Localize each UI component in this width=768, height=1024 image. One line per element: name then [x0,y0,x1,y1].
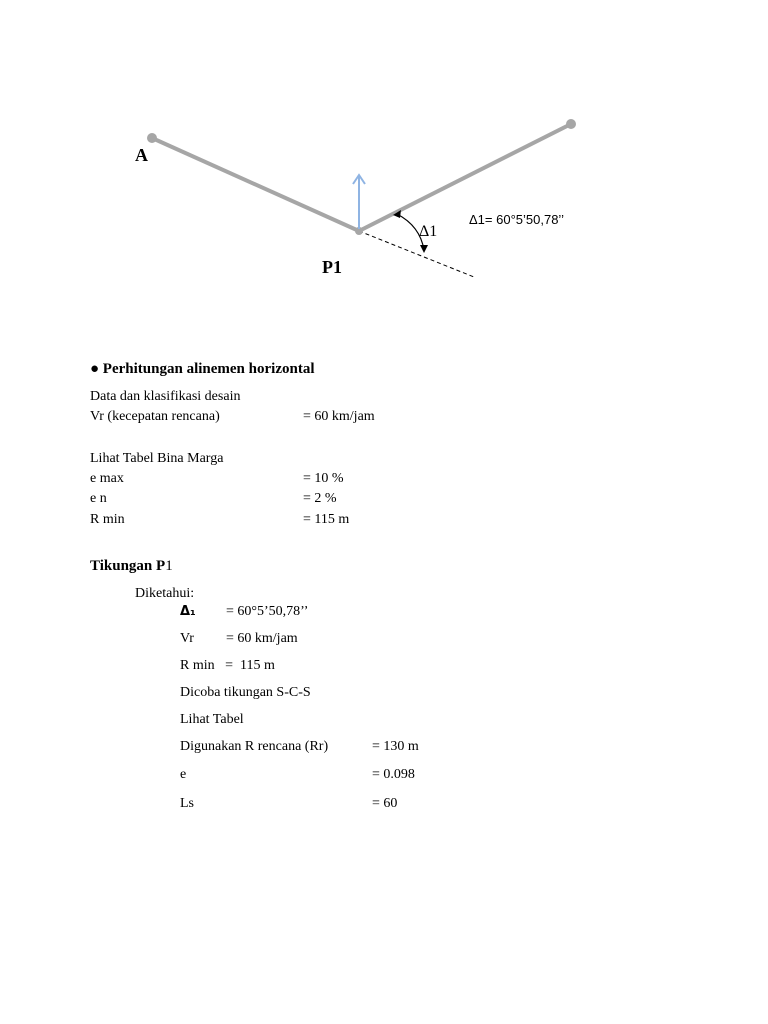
angle-arc-arrow-end-icon [420,245,428,253]
vr-label: Vr (kecepatan rencana) [90,409,220,424]
point-a-label: A [135,145,148,165]
emax-value: = 10 % [303,471,344,486]
rmin-value: = 115 m [303,512,350,527]
dashed-extension [359,231,474,277]
delta-value: = 60°5’50,78’’ [226,604,309,619]
diketahui-label: Diketahui: [135,586,195,601]
angle-label: Δ1 [419,223,438,240]
bina-marga-title: Lihat Tabel Bina Marga [90,451,224,466]
rmin-label: R min [90,512,125,527]
tikungan-vr-value: = 60 km/jam [226,631,298,646]
point-end-marker [566,119,576,129]
dicoba-line: Dicoba tikungan S-C-S [180,685,311,700]
angle-value-label: Δ1= 60°5’50,78’’ [469,212,564,227]
ls-label: Ls [180,796,194,811]
tikungan-heading-text: Tikungan P [90,558,166,574]
lihat-tabel-line: Lihat Tabel [180,712,244,727]
tikungan-heading-number: 1 [165,558,173,574]
point-a-marker [147,133,157,143]
vr-value: = 60 km/jam [303,409,375,424]
en-value: = 2 % [303,491,337,506]
tikungan-heading [90,558,173,575]
e-value: = 0.098 [372,767,415,782]
rr-value: = 130 m [372,739,419,754]
section-heading: ● Perhitungan alinemen horizontal [90,361,315,377]
rr-label: Digunakan R rencana (Rr) [180,739,329,754]
design-data-title: Data dan klasifikasi desain [90,389,241,404]
tikungan-vr-label: Vr [180,631,194,646]
tikungan-rmin-line: R min = 115 m [180,658,275,673]
e-label: e [180,767,187,782]
emax-label: e max [90,471,124,486]
alignment-diagram [0,0,768,300]
en-label: e n [90,491,107,506]
point-p1-label: P1 [322,257,342,277]
ls-value: = 60 [372,796,398,811]
segment-a-p1 [152,138,359,231]
delta-label: Δ₁ [180,604,196,619]
